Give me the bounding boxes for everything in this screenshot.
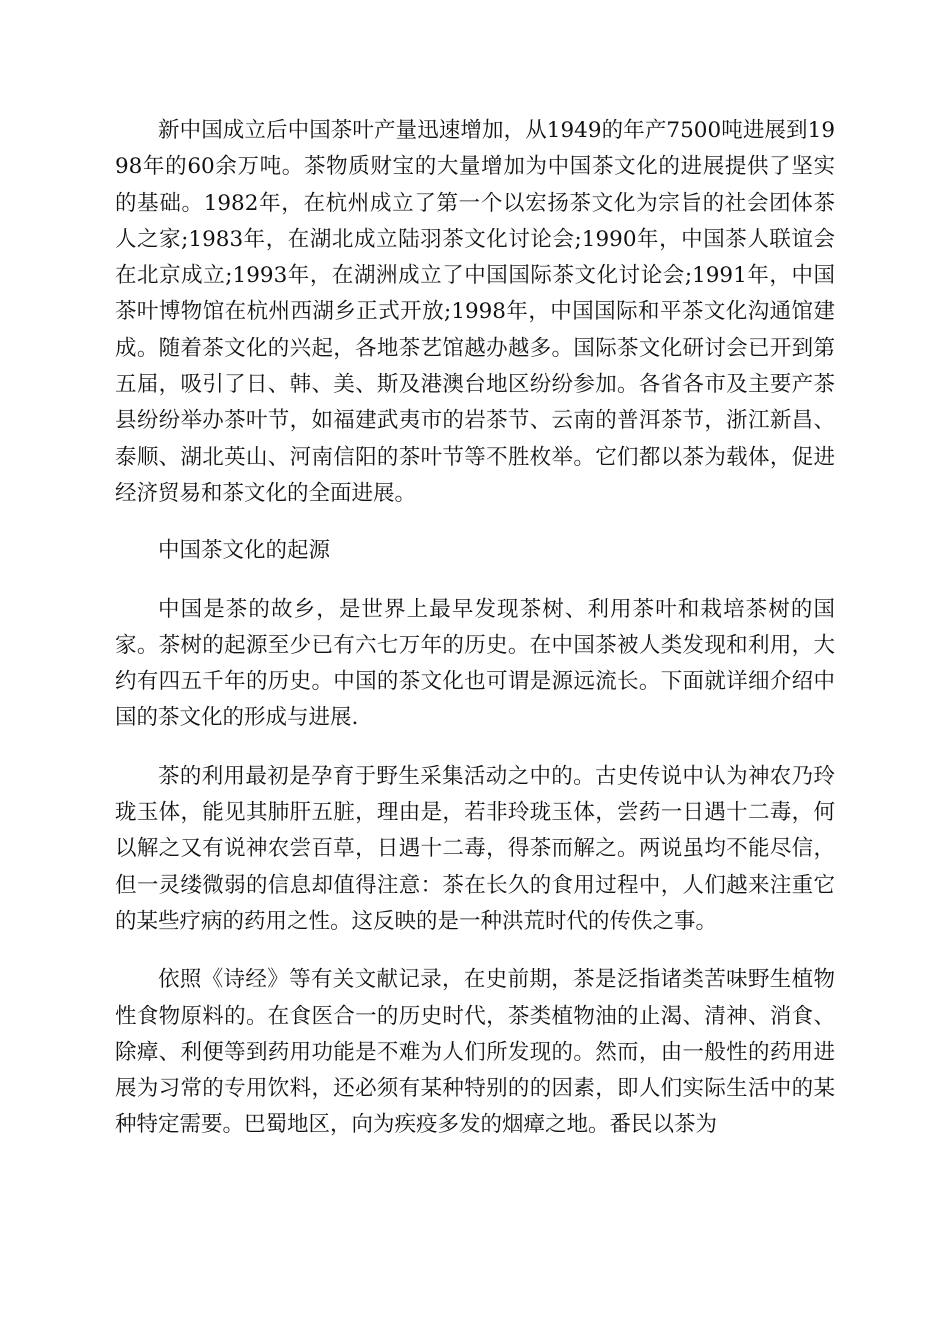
paragraph-shennong-legend: 茶的利用最初是孕育于野生采集活动之中的。古史传说中认为神农乃玲珑玉体，能见其肺肝五脏，理由是，若非玲珑玉体，尝药一日遇十二毒，何以解之又有说神农尝百草，日遇十二毒，得茶而解之。两说虽均不能尽信，但一灵缕微弱的信息却值得注意：茶在长久的食用过程中，人们越来注重它的某些疗病的药用之性。这反映的是一种洪荒时代的传佚之事。 — [115, 763, 835, 934]
paragraph-tea-production: 新中国成立后中国茶叶产量迅速增加，从1949的年产7500吨进展到1998年的60余万吨。茶物质财宝的大量增加为中国茶文化的进展提供了坚实的基础。1982年，在杭州成立了第一个以宏扬茶文化为宗旨的社会团体茶人之家;1983年，在湖北成立陆羽茶文化讨论会;1990年，中国茶人联谊会在北京成立;1993年，在湖洲成立了中国国际茶文化讨论会;1991年，中国茶叶博物馆在杭州西湖乡正式开放;1998年，中国国际和平茶文化沟通馆建成。随着茶文化的兴起，各地茶艺馆越办越多。国际茶文化研讨会已开到第五届，吸引了日、韩、美、斯及港澳台地区纷纷参加。各省各市及主要产茶县纷纷举办茶叶节，如福建武夷市的岩茶节、云南的普洱茶节，浙江新昌、泰顺、湖北英山、河南信阳的茶叶节等不胜枚举。它们都以茶为载体，促进经济贸易和茶文化的全面进展。 — [115, 118, 835, 506]
section-heading-origin: 中国茶文化的起源 — [158, 538, 331, 564]
document-page — [115, 113, 835, 1144]
paragraph-tea-homeland: 中国是茶的故乡，是世界上最早发现茶树、利用茶叶和栽培茶树的国家。茶树的起源至少已有六七万年的历史。在中国茶被人类发现和利用，大约有四五千年的历史。中国的茶文化也可谓是源远流长。下面就详细介绍中国的茶文化的形成与进展. — [115, 596, 835, 731]
paragraph-shijing-records: 依照《诗经》等有关文献记录，在史前期，茶是泛指诸类苦味野生植物性食物原料的。在食医合一的历史时代，茶类植物油的止渴、清神、消食、除瘴、利便等到药用功能是不难为人们所发现的。然而，由一般性的药用进展为习常的专用饮料，还必须有某种特别的的因素，即人们实际生活中的某种特定需要。巴蜀地区，向为疾疫多发的烟瘴之地。番民以茶为 — [115, 967, 835, 1138]
